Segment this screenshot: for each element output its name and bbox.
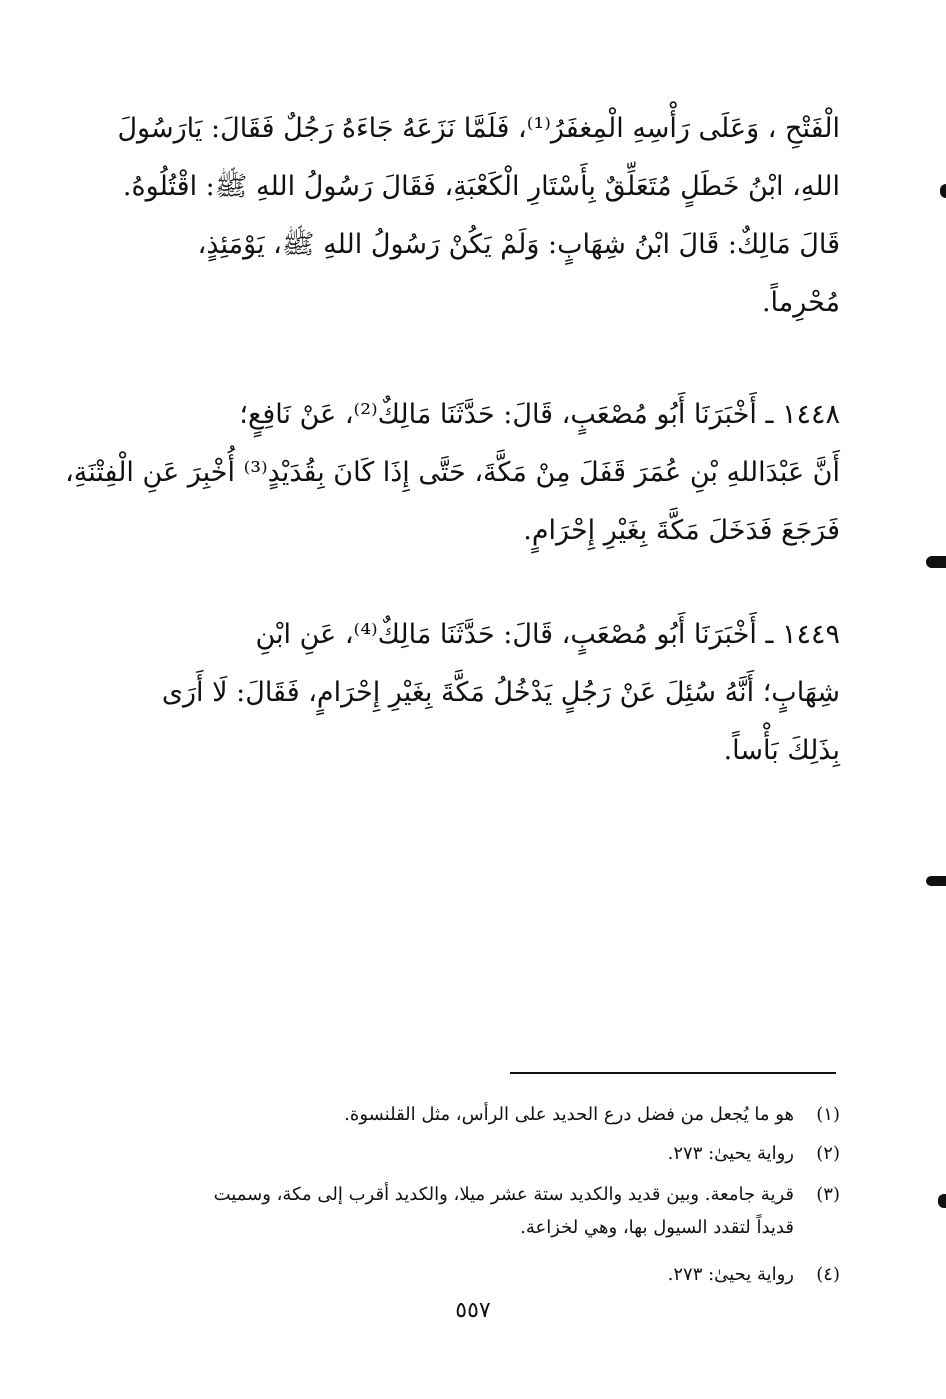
scan-edge-mark	[940, 184, 946, 198]
footnote-3	[140, 1178, 840, 1244]
page-number: ٥٥٧	[455, 1298, 491, 1323]
text-line: ١٤٤٩ ـ أَخْبَرَنَا أَبُو مُصْعَبٍ، قَالَ: حَدَّثَنَا مَالِكٌ⁽⁴⁾، عَنِ ابْنِ	[255, 619, 840, 650]
paragraph-narration-end	[117, 100, 840, 216]
text-line: مُحْرِماً.	[761, 287, 840, 318]
footnote-text: رواية يحيىٰ: ٢٧٣.	[667, 1143, 794, 1164]
footnote-number: (٤)	[816, 1264, 840, 1285]
text-line: شِهَابٍ؛ أَنَّهُ سُئِلَ عَنْ رَجُلٍ يَدْخُلُ مَكَّةَ بِغَيْرِ إِحْرَامٍ، فَقَالَ: لَا أَرَى	[161, 677, 840, 708]
footnote-text: قرية جامعة. وبين قديد والكديد ستة عشر ميلا، والكديد أقرب إلى مكة، وسميت	[213, 1184, 794, 1205]
text-line: ١٤٤٨ ـ أَخْبَرَنَا أَبُو مُصْعَبٍ، قَالَ: حَدَّثَنَا مَالِكٌ⁽²⁾، عَنْ نَافِعٍ؛	[239, 399, 840, 430]
footnote-2	[140, 1137, 840, 1170]
text-line: بِذَلِكَ بَأْساً.	[723, 735, 840, 766]
text-line: الْفَتْحِ ، وَعَلَى رَأْسِهِ الْمِغفَرُ⁽¹⁾، فَلَمَّا نَزَعَهُ جَاءَهُ رَجُلٌ فَقَالَ: يَارَسُولَ	[117, 113, 840, 144]
text-line: قَالَ مَالِكٌ: قَالَ ابْنُ شِهَابٍ: وَلَمْ يَكُنْ رَسُولُ اللهِ ﷺ، يَوْمَئِذٍ،	[197, 229, 840, 260]
scan-edge-mark	[926, 876, 946, 886]
text-line: فَرَجَعَ فَدَخَلَ مَكَّةَ بِغَيْرِ إِحْرَامٍ.	[523, 515, 840, 546]
text-line: أَنَّ عَبْدَاللهِ بْنِ عُمَرَ قَفَلَ مِنْ مَكَّةَ، حَتَّى إِذَا كَانَ بِقُدَيْدٍ⁽³⁾ أُخْبِرَ عَنِ الْفِتْنَةِ،	[65, 457, 840, 488]
text-line: اللهِ، ابْنُ خَطَلٍ مُتَعَلِّقٌ بِأَسْتَارِ الْكَعْبَةِ، فَقَالَ رَسُولُ اللهِ ﷺ: اقْتُلُوهُ.	[122, 171, 840, 202]
footnote-text: رواية يحيىٰ: ٢٧٣.	[667, 1264, 794, 1285]
footnote-divider	[510, 1072, 836, 1074]
footnote-number: (٣)	[816, 1184, 840, 1205]
scan-edge-mark	[926, 556, 946, 568]
scan-edge-mark	[938, 1194, 946, 1208]
footnote-text: هو ما يُجعل من فضل درع الحديد على الرأس، مثل القلنسوة.	[344, 1104, 794, 1125]
hadith-1448	[65, 386, 840, 560]
hadith-1449	[140, 606, 840, 780]
footnote-4	[140, 1258, 840, 1291]
paragraph-malik-comment	[140, 216, 840, 332]
footnote-1	[140, 1098, 840, 1131]
footnote-text-continued: قديداً لتقدد السيول بها، وهي لخزاعة.	[520, 1217, 794, 1238]
footnote-number: (٢)	[816, 1143, 840, 1164]
footnote-number: (١)	[816, 1104, 840, 1125]
